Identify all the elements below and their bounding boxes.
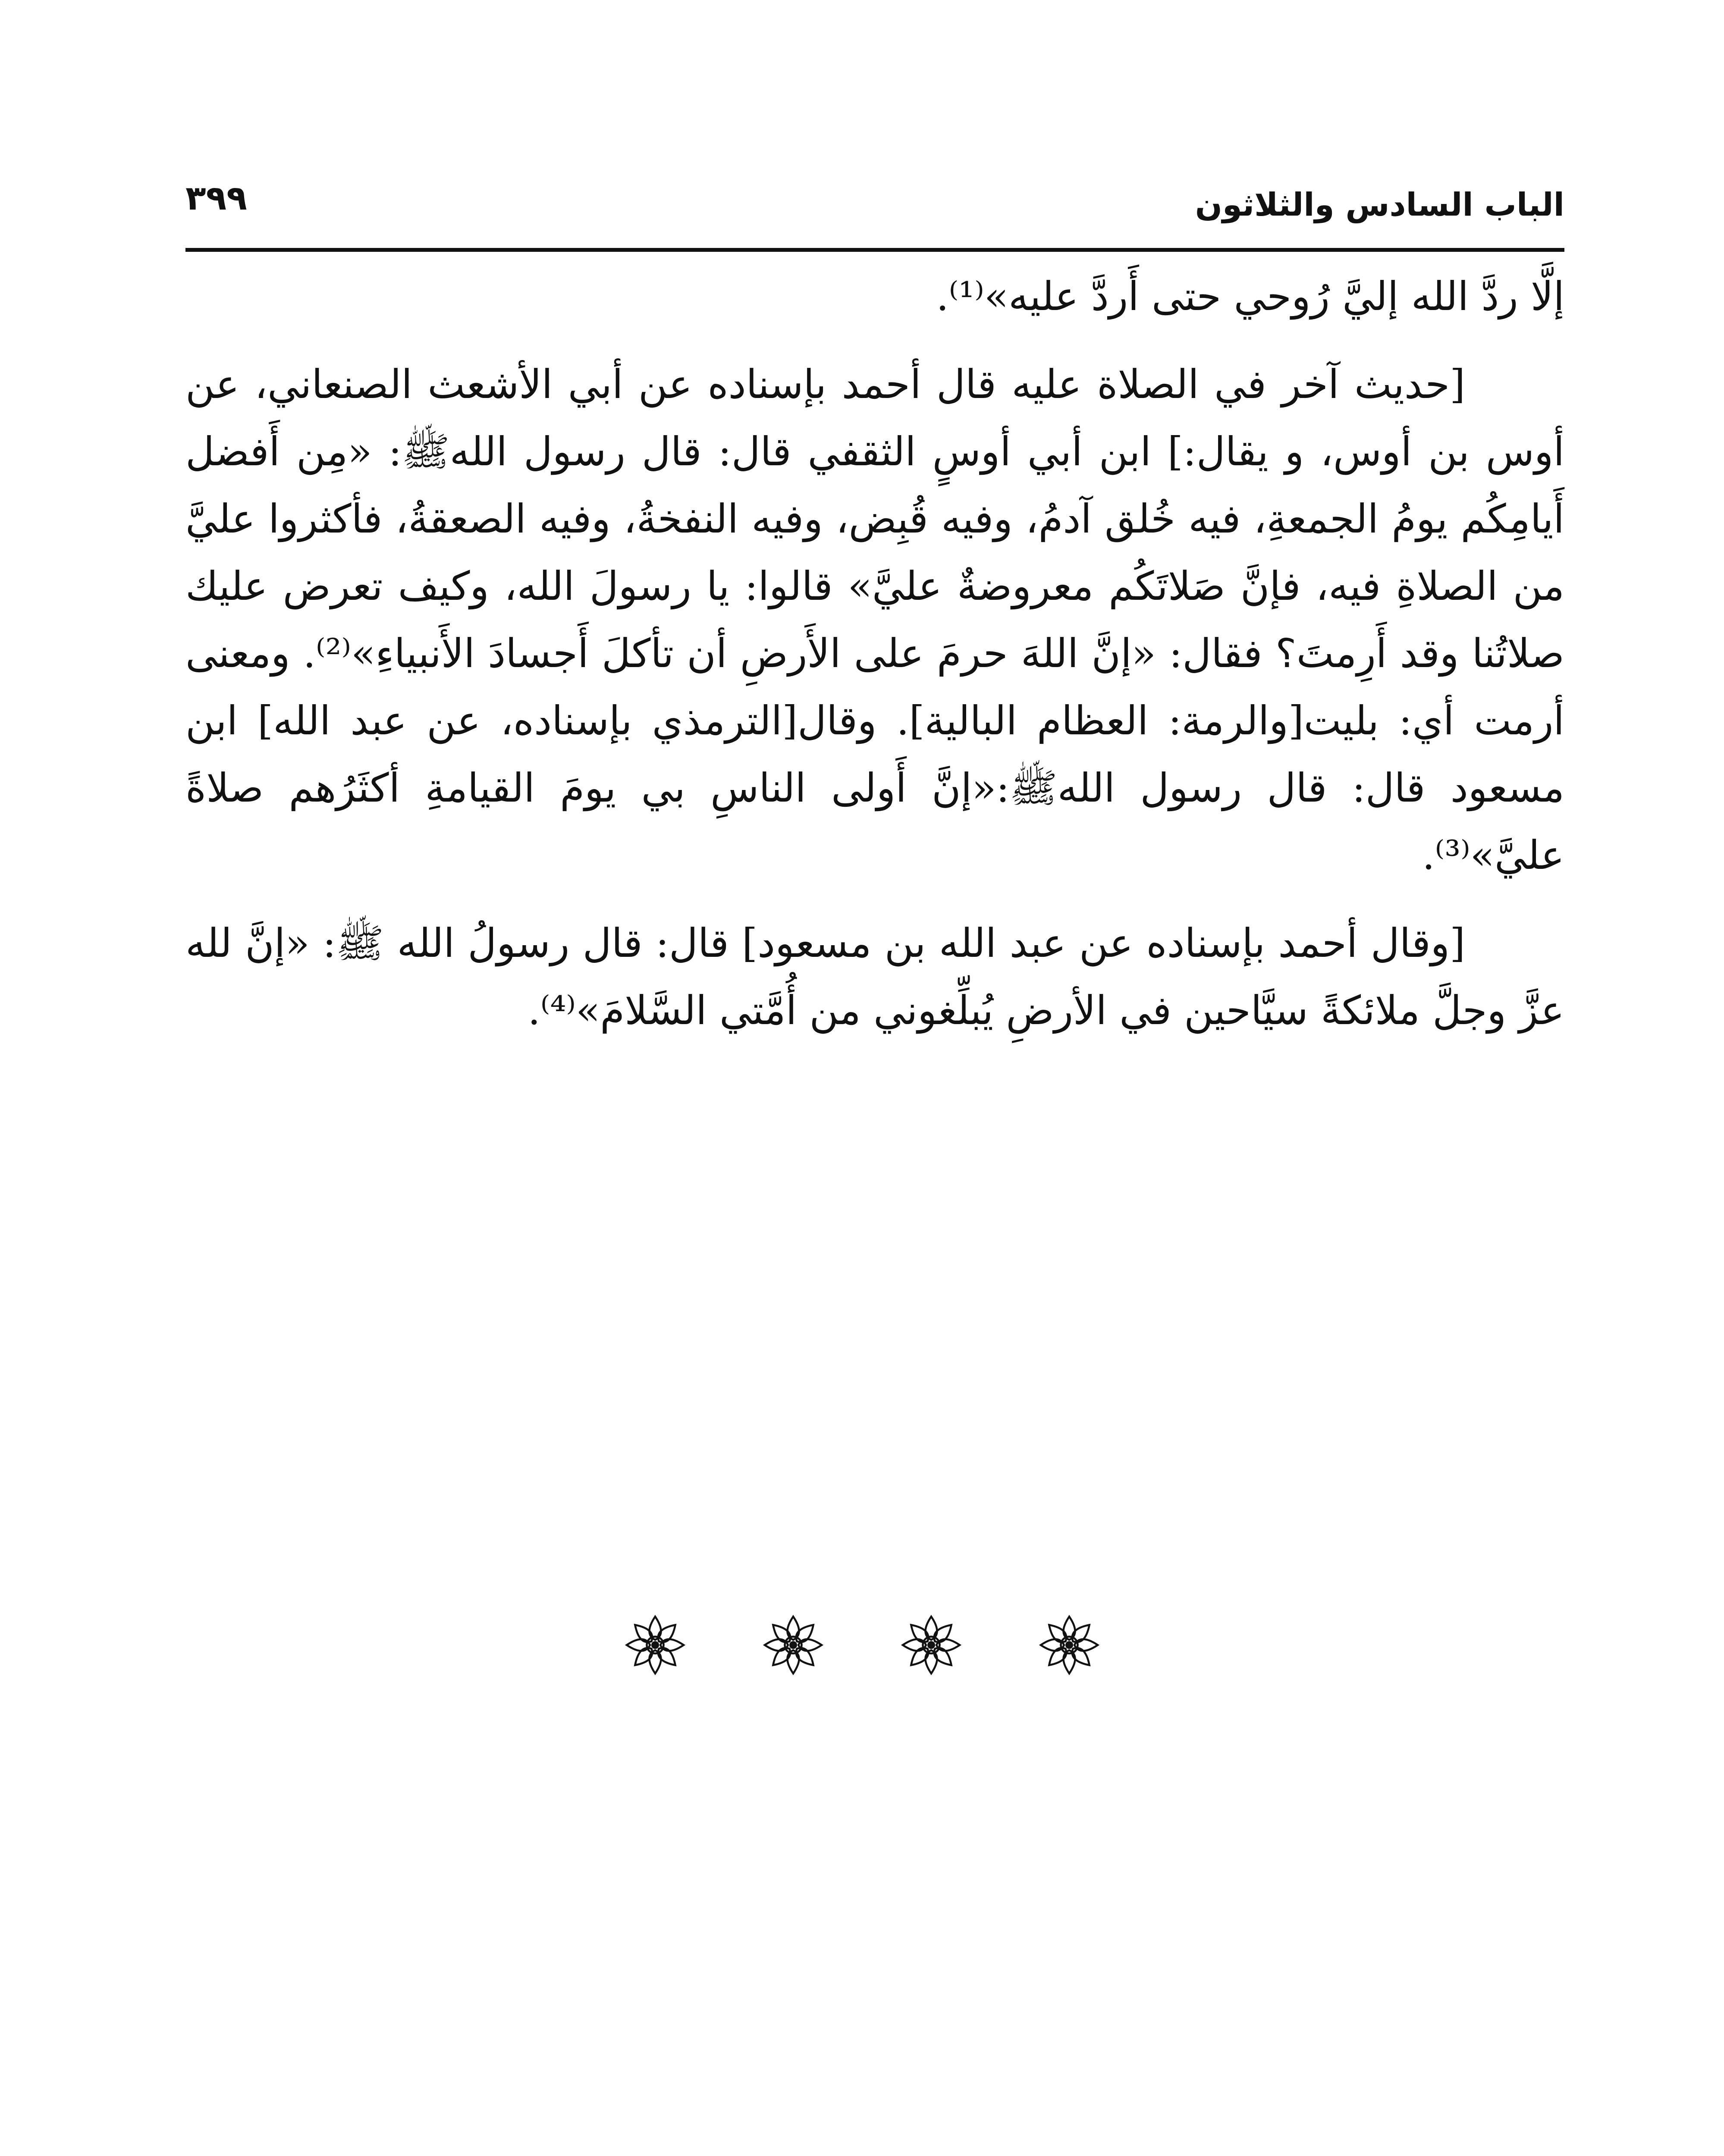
paragraph-hadith-friday: [حديث آخر في الصلاة عليه قال أحمد بإسناده عن أبي الأشعث الصنعاني، عن أوس بن أوس، و يقال:] ابن أبي أوسٍ الثقفي قال: قال رسول اللهﷺ: «مِن أَفضل أَيامِكُم يومُ الجمعةِ، فيه خُلق آدمُ، وفيه قُبِض، وفيه النفخةُ، وفيه الصعقةُ، فأكثروا عليَّ من الصلاةِ فيه، فإنَّ صَلاتَكُم معروضةٌ عليَّ» قالوا: يا رسولَ الله، وكيف تعرض عليك صلاتُنا وقد أَرِمتَ؟ فقال: «إنَّ اللهَ حرمَ على الأَرضِ أن تأكلَ أَجسادَ الأَنبياءِ»⁽²⁾. ومعنى أرمت أي: بليت[والرمة: العظام البالية]. وقال[الترمذي بإسناده، عن عبد الله] ابن مسعود قال: قال رسول اللهﷺ:«إنَّ أَولى الناسِ بي يومَ القيامةِ أكثَرُهم صلاةً عليَّ»⁽³⁾.: [185, 361, 1565, 878]
flower-ornament-icon: [761, 1613, 826, 1677]
flower-ornament-icon: [623, 1613, 688, 1677]
flower-ornament-icon: [1037, 1613, 1102, 1677]
section-separator: [0, 1613, 1724, 1682]
paragraph-hadith-angels: [وقال أحمد بإسناده عن عبد الله بن مسعود] قال: قال رسولُ الله ﷺ: «إنَّ لله عزَّ وجلَّ ملائكةً سيَّاحين في الأرضِ يُبلِّغوني من أُمَّتي السَّلامَ»⁽⁴⁾.: [185, 920, 1564, 1034]
page-number: ٣٩٩: [185, 179, 247, 218]
main-text: [185, 263, 1564, 1065]
flower-ornament-icon: [899, 1613, 964, 1677]
page-header: [185, 170, 1564, 235]
paragraph-continuation: إلَّا ردَّ الله إليَّ رُوحي حتى أَردَّ عليه»⁽¹⁾.: [936, 273, 1564, 320]
chapter-title: الباب السادس والثلاثون: [1195, 186, 1564, 223]
header-divider: [185, 248, 1564, 252]
